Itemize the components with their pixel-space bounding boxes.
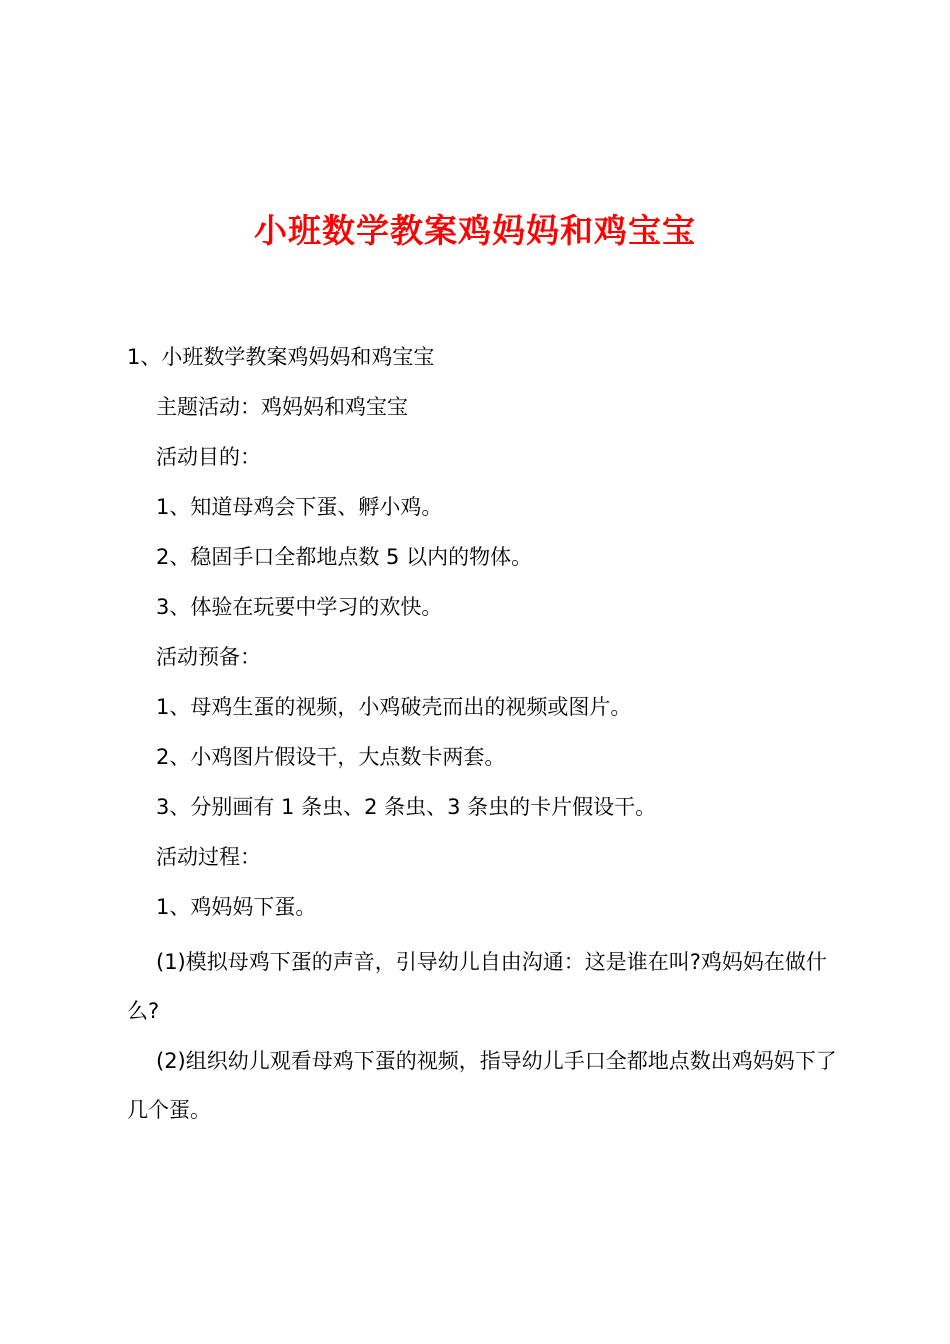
section-heading: 1、小班数学教案鸡妈妈和鸡宝宝 <box>127 345 435 369</box>
document-title: 小班数学教案鸡妈妈和鸡宝宝 <box>254 211 696 250</box>
paragraph: 1、母鸡生蛋的视频，小鸡破壳而出的视频或图片。 <box>156 695 632 719</box>
paragraph: 2、小鸡图片假设干，大点数卡两套。 <box>156 745 506 769</box>
paragraph: (1)模拟母鸡下蛋的声音，引导幼儿自由沟通：这是谁在叫?鸡妈妈在做什么? <box>127 950 827 1023</box>
paragraph: 1、鸡妈妈下蛋。 <box>156 895 317 919</box>
paragraph: 活动目的： <box>156 445 261 469</box>
paragraph: 3、体验在玩要中学习的欢快。 <box>156 595 443 619</box>
document-body <box>127 338 837 1135</box>
paragraph: 3、分别画有 1 条虫、2 条虫、3 条虫的卡片假设干。 <box>156 795 657 819</box>
paragraph: 主题活动：鸡妈妈和鸡宝宝 <box>156 395 408 419</box>
paragraph: (2)组织幼儿观看母鸡下蛋的视频，指导幼儿手口全都地点数出鸡妈妈下了几个蛋。 <box>127 1049 837 1122</box>
paragraph: 2、稳固手口全都地点数 5 以内的物体。 <box>156 545 533 569</box>
paragraph: 活动过程： <box>156 845 261 869</box>
paragraph: 活动预备： <box>156 645 261 669</box>
paragraph: 1、知道母鸡会下蛋、孵小鸡。 <box>156 495 443 519</box>
